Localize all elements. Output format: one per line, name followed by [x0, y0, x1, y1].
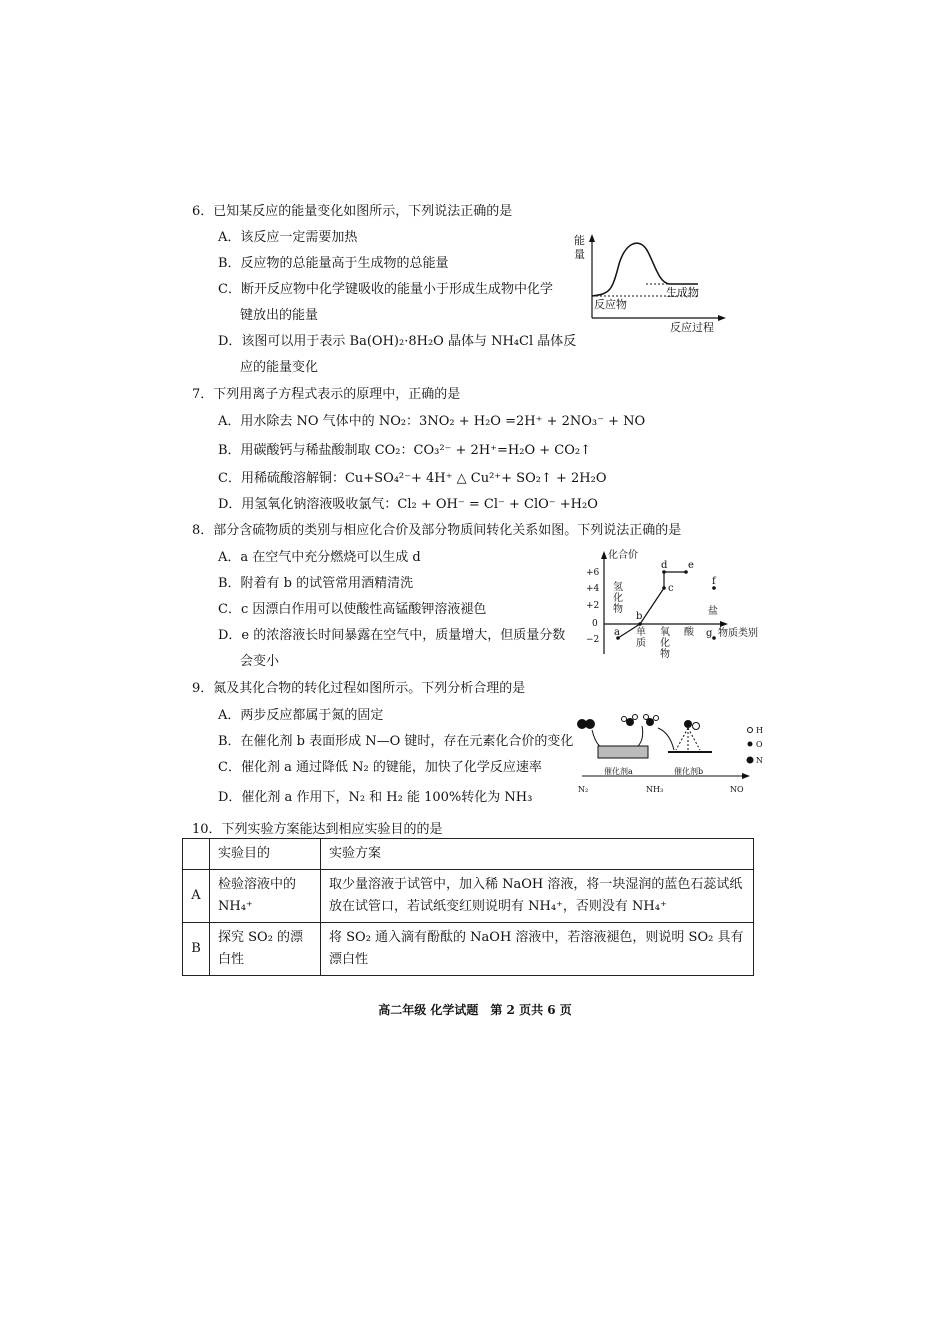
energy-y-label-1: 能 [574, 234, 585, 247]
energy-y-arrow [589, 234, 595, 242]
table-row [183, 870, 754, 923]
sulfur-valence-diagram [584, 546, 774, 664]
row-a-plan: 取少量溶液于试管中，加入稀 NaOH 溶液，将一块湿润的蓝色石蕊试纸放在试管口，若试纸变红则说明有 NH₄⁺，否则没有 NH₄⁺ [321, 870, 754, 923]
product-label: 生成物 [666, 286, 699, 299]
q6-option-c-cont: 键放出的能量 [240, 308, 319, 323]
tick-minus2: −2 [586, 635, 600, 645]
q7-option-c: C．用稀硫酸溶解铜：Cu+SO₄²⁻+ 4H⁺ △ Cu²⁺+ SO₂↑ + 2H₂O [218, 471, 607, 486]
catalyst-a-label: 催化剂a [604, 767, 633, 776]
category-salt: 盐 [708, 606, 718, 617]
q9-option-d: D．催化剂 a 作用下，N₂ 和 H₂ 能 100%转化为 NH₃ [218, 790, 533, 805]
label-f: f [712, 576, 716, 587]
valence-x-label: 物质类别 [718, 628, 758, 639]
row-b-goal: 探究 SO₂ 的漂白性 [210, 923, 321, 976]
category-oxide: 氧化物 [660, 627, 670, 660]
table-row [183, 923, 754, 976]
energy-x-label: 反应过程 [670, 321, 714, 334]
nh3-label: NH₃ [646, 785, 664, 794]
dash-1 [676, 728, 688, 750]
label-a: a [614, 627, 620, 638]
q7-option-b: B．用碳酸钙与稀盐酸制取 CO₂：CO₃²⁻ + 2H⁺=H₂O + CO₂↑ [218, 443, 591, 458]
category-hydride: 氢化物 [613, 582, 623, 615]
legend-n-label: N [756, 756, 763, 765]
page-footer: 高二年级 化学试题 第 2 页共 6 页 [378, 1003, 572, 1017]
legend-h-icon [748, 728, 753, 733]
category-acid: 酸 [684, 627, 694, 638]
n2-label: N₂ [578, 785, 589, 794]
label-d: d [661, 560, 668, 571]
q6-stem: 6．已知某反应的能量变化如图所示，下列说法正确的是 [192, 204, 513, 219]
tick-plus4: +4 [586, 584, 600, 594]
process-arrow-head [742, 773, 750, 779]
q8-option-d-cont: 会变小 [240, 654, 280, 669]
q6-option-d: D．该图可以用于表示 Ba(OH)₂·8H₂O 晶体与 NH₄Cl 晶体反 [218, 334, 577, 349]
catalyst-b-label: 催化剂b [674, 767, 704, 776]
dash-3 [688, 728, 700, 750]
point-b [638, 622, 642, 626]
q7-stem: 7．下列用离子方程式表示的原理中，正确的是 [192, 387, 461, 402]
q10-stem: 10．下列实验方案能达到相应实验目的的是 [192, 822, 443, 837]
experiment-table [182, 838, 754, 976]
header-plan: 实验方案 [321, 839, 754, 870]
label-c: c [668, 583, 674, 594]
n2-molecule-atom-2 [585, 719, 595, 729]
legend-o-icon [748, 742, 753, 747]
energy-diagram [570, 228, 730, 338]
q9-option-c: C．催化剂 a 通过降低 N₂ 的键能，加快了化学反应速率 [218, 760, 542, 775]
row-b-plan: 将 SO₂ 通入滴有酚酞的 NaOH 溶液中，若溶液褪色，则说明 SO₂ 具有漂白性 [321, 923, 754, 976]
q7-option-a: A．用水除去 NO 气体中的 NO₂：3NO₂ + H₂O =2H⁺ + 2NO₃⁻ + NO [218, 414, 646, 429]
legend-n-icon [747, 757, 754, 764]
nh3-h-atom-3 [654, 716, 659, 721]
valence-y-label: 化合价 [608, 550, 638, 561]
valence-y-arrow [601, 551, 607, 559]
q8-option-a: A．a 在空气中充分燃烧可以生成 d [218, 550, 421, 565]
label-e: e [688, 560, 694, 571]
row-a-label: A [183, 870, 210, 923]
no-o-atom [693, 723, 700, 730]
q6-option-c: C．断开反应物中化学键吸收的能量小于形成生成物中化学 [218, 282, 553, 297]
nh3-h-atom-2 [633, 715, 638, 720]
nh3-h-atom-1 [622, 717, 627, 722]
label-b: b [636, 611, 643, 622]
table-header-row [183, 839, 754, 870]
tick-plus6: +6 [586, 568, 600, 578]
q7-option-d: D．用氢氧化钠溶液吸收氯气：Cl₂ + OH⁻ = Cl⁻ + ClO⁻ +H₂O [218, 497, 598, 512]
label-g: g [706, 628, 713, 639]
q8-option-b: B．附着有 b 的试管常用酒精清洗 [218, 576, 414, 591]
energy-y-label-2: 量 [574, 248, 585, 261]
q9-option-a: A．两步反应都属于氮的固定 [218, 708, 384, 723]
q6-option-d-cont: 应的能量变化 [240, 360, 319, 375]
energy-x-arrow [718, 315, 726, 321]
q9-stem: 9．氮及其化合物的转化过程如图所示。下列分析合理的是 [192, 681, 526, 696]
valence-x-arrow [720, 621, 728, 627]
legend-h-label: H [756, 726, 763, 735]
header-label [183, 839, 210, 870]
category-element: 单质 [636, 627, 646, 649]
tick-zero: 0 [592, 619, 598, 629]
no-n-atom [684, 720, 692, 728]
header-goal: 实验目的 [210, 839, 321, 870]
q8-stem: 8．部分含硫物质的类别与相应化合价及部分物质间转化关系如图。下列说法正确的是 [192, 523, 682, 538]
step2-arrow-in [658, 728, 674, 750]
no-label: NO [730, 785, 744, 794]
point-g [712, 636, 716, 640]
q6-option-a: A．该反应一定需要加热 [218, 230, 358, 245]
q9-option-b: B．在催化剂 b 表面形成 N—O 键时，存在元素化合价的变化 [218, 734, 574, 749]
row-b-label: B [183, 923, 210, 976]
nitrogen-conversion-diagram [572, 712, 772, 794]
q6-option-b: B．反应物的总能量高于生成物的总能量 [218, 256, 449, 271]
q8-option-c: C．c 因漂白作用可以使酸性高锰酸钾溶液褪色 [218, 602, 487, 617]
catalyst-a-surface [598, 746, 648, 758]
tick-plus2: +2 [586, 601, 600, 611]
nh3-n-atom-1 [626, 718, 634, 726]
q8-option-d: D．e 的浓溶液长时间暴露在空气中，质量增大，但质量分数 [218, 628, 566, 643]
row-a-goal: 检验溶液中的 NH₄⁺ [210, 870, 321, 923]
reactant-label: 反应物 [594, 298, 627, 311]
nh3-h-atom-4 [644, 715, 649, 720]
legend-o-label: O [756, 740, 763, 749]
point-c [662, 586, 666, 590]
line-b-c [640, 588, 664, 624]
